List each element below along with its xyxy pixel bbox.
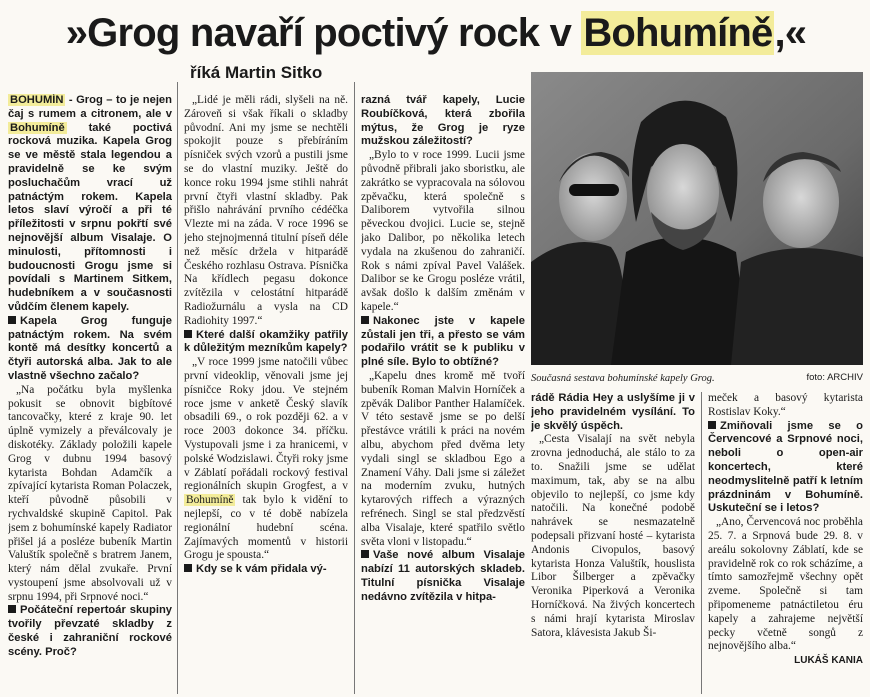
headline xyxy=(10,4,862,62)
column-divider xyxy=(177,82,178,694)
question-6-text: Vaše nové album Visalaje nabízí 11 autorských skladeb. Titulní písnička Visalaje nedávno zvítězila v hitpa- xyxy=(361,549,525,603)
column-5 xyxy=(708,392,863,694)
question-3 xyxy=(184,329,348,357)
column-1 xyxy=(8,94,172,694)
column-4 xyxy=(531,392,695,694)
answer-3-highlight: Bohumíně xyxy=(186,494,234,507)
lead-text-a: - Grog – to je nejen čaj s rumem a citronem, ale v xyxy=(8,94,172,120)
question-4 xyxy=(184,563,348,577)
subheadline: říká Martin Sitko xyxy=(190,63,323,82)
question-2 xyxy=(8,604,172,659)
answer-3-text-a: „V roce 1999 jsme natočili vůbec první videoklip, věnovali jsme jej písničce Roky jdou. Ve stejném roce jsme v anketě Český slavík obsadili 69., o rok později 62. a v roce 2003 dokonce 34. příčku. Vystupovali jsme i za hranicemi, v polské Wodzislawi. Čtyři roky jsme v Záblatí pořádali rockový festival regionálních skupin Grogfest, a v xyxy=(184,356,348,493)
question-1-text: Kapela Grog funguje patnáctým rokem. Na svém kontě má desítky koncertů a čtyři autorská alba. Jak to ale vlastně všechno začalo? xyxy=(8,314,172,382)
answer-4: „Bylo to v roce 1999. Lucii jsme původně přibrali jako sboristku, ale zakrátko se vypracovala na sólovou zpěvačku, která společně s Daliborem vytvořila silnou pěveckou dvojici. Lucie se, stejně jako Dalibor, po několika letech vydala na zkušenou do zahraničí. Rok s námi zpíval Pavel Valášek. Dalibor se ke Grogu posléze vrátil, avšak došlo k dalším změnám v kapele.“ xyxy=(361,149,525,313)
author-byline: LUKÁŠ KANIA xyxy=(794,655,863,667)
band-photo xyxy=(531,72,863,365)
square-bullet-icon xyxy=(361,550,369,558)
question-2-text: Počáteční repertoár skupiny tvořily převzaté skladby z české i zahraniční rockové scény. Proč? xyxy=(8,604,172,658)
question-4-continued: razná tvář kapely, Lucie Roubíčková, která zbořila mýtus, že Grog je ryze mužskou záležitostí? xyxy=(361,94,525,148)
answer-2: „Lidé je měli rádi, slyšeli na ně. Zároveň si však říkali o skladby původní. Ani my jsme se nechtěli spokojit pouze s přebíráním písniček svých vzorů a pustili jsme se do vlastní muziky. Ještě do konce roku 1994 jsme stihli nahrát první čtyři vlastní skladby. Pak přišlo nahrávání prvního cédéčka Vlezte mi na záda. V roce 1996 se jeho stejnojmenná titulní píseň déle než měsíc držela v hitparádě Českého rozhlasu Ostrava. Písnička Na křídlech pegasu dokonce zvítězila v celostátní hitparádě Radiožurnálu a vysla na CD Radiohity 1997.“ xyxy=(184,94,348,327)
column-divider xyxy=(354,82,355,694)
square-bullet-icon xyxy=(184,330,192,338)
answer-3 xyxy=(184,356,348,563)
column-3 xyxy=(361,94,525,694)
question-4-text: Kdy se k vám přidala vý- xyxy=(196,563,327,576)
answer-5: „Kapelu dnes kromě mě tvoří bubeník Roman Malvin Horníček a zpěvák Dalibor Panther Halamíček. V této sestavě jsme se po delší přestávce vrátili k práci na novém albu, abychom před dvěma lety vydali singl se skladbou Ego a Znamení Váhy. Dali jsme si záležet na moderním zvuku, hutných kytarových riffech a výrazných refrénech. Singl se stal předzvěstí alba Visalaje, které spatřilo světlo světa vloni v listopadu.“ xyxy=(361,369,525,548)
answer-7: „Ano, Červencová noc proběhla 25. 7. a Srpnová bude 29. 8. v areálu sokolovny Záblatí, kde se pravidelně rok co rok scházíme, a tímto samozřejmě všechny opět zveme. Společně si tam připomeneme patnáctiletou éru kapely a zahrajeme největší pecky včetně songů z nejnovějšího alba.“ xyxy=(708,516,863,653)
headline-text-start: »Grog navaří poctivý rock v xyxy=(65,11,582,55)
square-bullet-icon xyxy=(361,316,369,324)
lead-paragraph xyxy=(8,94,172,315)
question-6 xyxy=(361,549,525,604)
headline-text-end: ,« xyxy=(774,11,807,55)
question-7-text: Zmiňovali jsme se o Červencové a Srpnové noci, neboli o open-air koncertech, které neodmyslitelně patří k letním prázdninám v Bohumíně. Uskuteční se i letos? xyxy=(708,419,863,515)
answer-1: „Na počátku byla myšlenka pokusit se obnovit bigbítové tancovačky, které z kraje 90. let úplně vymizely a převálcovaly je diskotéky. Základy položili kapele Grog v dubnu 1994 basový kytarista Bohdan Adamčík a zpívající kytarista Roman Polaczek, kteří původně působili v rychvaldské skupině Capitol. Pak jsem z bohumínské kapely Radiator přišel já a posléze bubeník Martin Valuštík společně s bratrem Janem, který nám dělal zvukaře. První vystoupení jsme absolvovali už v srpnu 1994, při Srpnové noci.“ xyxy=(8,383,172,603)
answer-3-text-b: tak bylo k vidění to nejlepší, co v té době nabízela regionální hudební scéna. Zajímavých momentů v historii Grogu je spousta.“ xyxy=(184,494,348,562)
answer-6-continued: meček a basový kytarista Rostislav Koky.“ xyxy=(708,392,863,418)
square-bullet-icon xyxy=(708,421,716,429)
square-bullet-icon xyxy=(8,316,16,324)
lead-place: BOHUMÍN xyxy=(10,94,64,106)
question-7 xyxy=(708,420,863,517)
band-photo-image xyxy=(531,72,863,365)
question-6-continued: rádě Rádia Hey a uslyšíme ji v jeho pravidelném vysílání. To je skvělý úspěch. xyxy=(531,392,695,432)
lead-highlight: Bohumíně xyxy=(10,121,65,134)
question-1 xyxy=(8,315,172,384)
column-2 xyxy=(184,94,348,694)
photo-credit: foto: ARCHIV xyxy=(806,372,863,383)
question-5-text: Nakonec jste v kapele zůstali jen tři, a přesto se vám podařilo vrátit se k publiku v plné síle. Bylo to obtížné? xyxy=(361,314,525,369)
column-divider xyxy=(701,392,702,694)
answer-6: „Cesta Visalají na svět nebyla zrovna jednoduchá, ale stálo to za to. Snažili jsme se udělat maximum, tak, aby se na albu objevilo to nejlepší, co jsme kdy natočili. Na konečné podobě nahrávek se nesmazatelně podepsali přizvaní hosté – kytarista Andonis Civopulos, basový kytarista Honza Valuštík, houslista Libor Šilberger a zpěvačky Veronika Piperková a Veronika Horníčková. Na živých koncertech s námi hrají kytarista Miroslav Satora, klávesista Jakub Ši- xyxy=(531,433,695,639)
question-3-text: Které další okamžiky patřily k důležitým mezníkům kapely? xyxy=(184,328,348,355)
lead-text-b: také poctivá rocková muzika. Kapela Grog se ve městě stala legendou a pravidelně se ke svým posluchačům vrací už patnáctým rokem. Kapela letos slaví výročí a při té příležitosti v srpnu pokřtí své nejnovější album Visalaje. O minulosti, přítomnosti i budoucnosti Grogu jsme si povídali s Martinem Sitkem, hudebníkem a v současnosti vůdčím členem kapely. xyxy=(8,121,172,313)
square-bullet-icon xyxy=(184,564,192,572)
square-bullet-icon xyxy=(8,605,16,613)
caption-text: Současná sestava bohumínské kapely Grog. xyxy=(531,373,715,384)
photo-caption xyxy=(531,370,863,386)
headline-highlight: Bohumíně xyxy=(583,11,773,55)
question-5 xyxy=(361,315,525,370)
